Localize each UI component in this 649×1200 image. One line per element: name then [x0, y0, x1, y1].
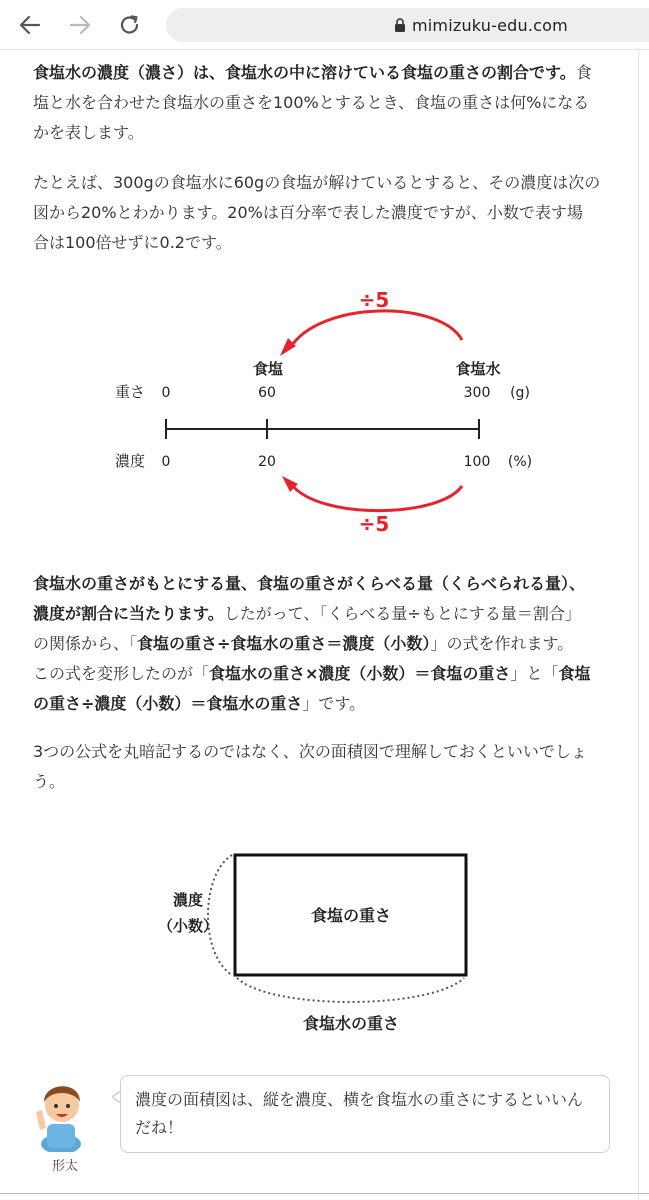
- reload-icon: [117, 12, 143, 38]
- bottom-divide-label: ÷5: [358, 512, 390, 536]
- number-line-diagram: [0, 280, 649, 545]
- formula-1: 食塩の重さ÷食塩水の重さ＝濃度（小数）: [137, 634, 431, 653]
- address-bar[interactable]: [166, 8, 649, 42]
- paragraph-area-intro: [33, 737, 613, 797]
- relations-text-5: 」です。: [302, 694, 366, 713]
- weight-value-2: 300: [463, 385, 491, 401]
- formula-3-end: の重さ÷濃度（小数）＝食塩水の重さ: [33, 694, 303, 713]
- back-button[interactable]: [14, 9, 46, 41]
- formula-2: 食塩水の重さ×濃度（小数）＝食塩の重さ: [209, 664, 511, 683]
- top-divide-label: ÷5: [358, 288, 390, 312]
- forward-button[interactable]: [64, 9, 96, 41]
- bottom-divider: [0, 1193, 649, 1194]
- definition-line-3: かを表します。: [33, 123, 144, 142]
- url-text: mimizuku-edu.com: [412, 15, 568, 35]
- relations-text-3a: の関係から、「: [33, 634, 138, 653]
- area-diagram: [0, 835, 649, 1045]
- speech-line-2: だね！: [135, 1118, 184, 1137]
- weight-row-label: 重さ: [114, 383, 146, 401]
- weight-value-0: 0: [161, 385, 171, 401]
- area-intro-line-1: 3つの公式を丸暗記するのではなく、次の面積図で理解しておくといいでしょ: [33, 742, 587, 761]
- percent-value-0: 0: [161, 454, 171, 470]
- paragraph-relations: [33, 569, 613, 719]
- concentration-row-label: 濃度: [114, 452, 146, 470]
- definition-line-2: 塩と水を合わせた食塩水の重さを100%とするとき、食塩の重さは何%になる: [33, 93, 590, 112]
- back-arrow-icon: [17, 12, 43, 38]
- browser-toolbar: [0, 0, 649, 50]
- reload-button[interactable]: [114, 9, 146, 41]
- bottom-dotted-brace: [237, 978, 464, 1002]
- side-dotted-brace: [208, 855, 232, 975]
- top-divide-arrow: [290, 311, 462, 348]
- paragraph-example: [33, 168, 613, 258]
- area-intro-line-2: う。: [33, 772, 66, 791]
- percent-unit: (%): [507, 454, 533, 470]
- speaker-name: 形太: [51, 1159, 78, 1174]
- weight-unit: (g): [510, 385, 530, 401]
- area-inner-label: 食塩の重さ: [310, 906, 392, 925]
- speech-bubble: [120, 1075, 610, 1153]
- forward-arrow-icon: [67, 12, 93, 38]
- definition-text: 食: [575, 63, 592, 82]
- definition-bold: 食塩水の濃度（濃さ）は、食塩水の中に溶けている食塩の重さの割合です。: [33, 63, 576, 82]
- relations-text-2: したがって、「くらべる量÷もとにする量＝割合」: [223, 604, 581, 623]
- salt-label: 食塩: [252, 360, 284, 378]
- percent-value-2: 100: [463, 454, 491, 470]
- example-line-1: たとえば、300gの食塩水に60gの食塩が解けているとすると、その濃度は次の: [33, 173, 601, 192]
- percent-value-1: 20: [258, 454, 276, 470]
- example-line-3: 合は100倍せずに0.2です。: [33, 233, 232, 252]
- relations-text-4a: この式を変形したのが「: [33, 664, 210, 683]
- bottom-divide-arrow: [292, 485, 462, 511]
- relations-bold-1: 食塩水の重さがもとにする量、食塩の重さがくらべる量（くらべられる量）、: [33, 574, 586, 593]
- avatar-boy-icon: [32, 1072, 90, 1152]
- paragraph-definition: [33, 58, 613, 148]
- relations-text-3b: 」の式を作れます。: [430, 634, 574, 653]
- side-label-2: （小数）: [157, 917, 219, 935]
- bottom-label: 食塩水の重さ: [302, 1014, 400, 1033]
- relations-bold-2: 濃度が割合に当たります。: [33, 604, 224, 623]
- side-label-1: 濃度: [172, 891, 204, 909]
- lock-icon: [394, 18, 406, 32]
- example-line-2: 図から20%とわかります。20%は百分率で表した濃度ですが、小数で表す場: [33, 203, 583, 222]
- speech-line-1: 濃度の面積図は、縦を濃度、横を食塩水の重さにするといいん: [135, 1090, 584, 1109]
- weight-value-1: 60: [258, 385, 276, 401]
- formula-3-start: 食塩: [558, 664, 591, 683]
- relations-text-4b: 」と「: [510, 664, 559, 683]
- saltwater-label: 食塩水: [455, 360, 501, 378]
